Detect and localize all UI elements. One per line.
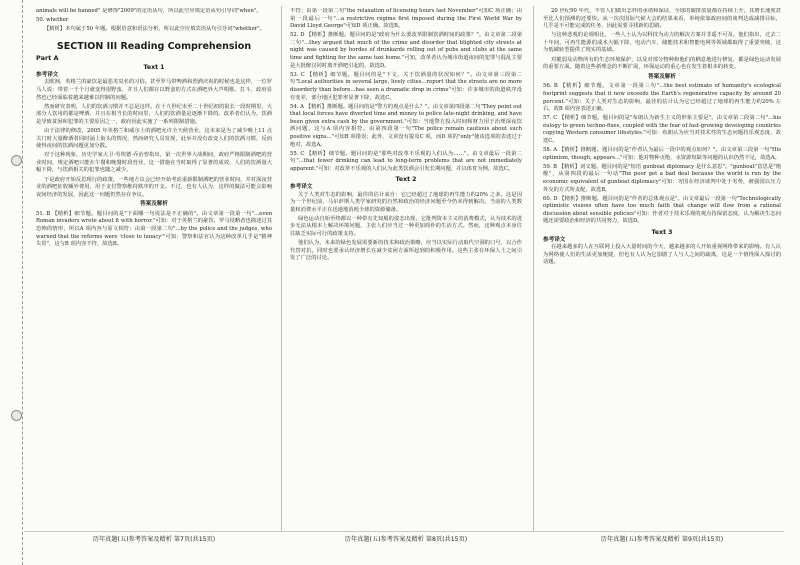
- column-page-7: [36, 8, 272, 528]
- answer-explanation: 54. A 【精析】推断题。题目问的是"警方的观点是什么？"。由文章第四段第二句"They point out that local forces have diverted time and money to police late-night drinking, and have been given extra cash by the government."可知：当地警方投入时间和财力用于治理深夜饮酒问题，这与A 项内容相符。由第四段第一句"The police remain cautious about such positive signs..."可知B 项错误；此外，文章没有提及C 项，而D 项的"only"使该选项的表述过于绝对，故选A。: [290, 103, 522, 148]
- answer-explanation: 不符；由第一段第二句"the relaxation of licensing hours last November"可知C 项正确；由第一段最后一句"...a restrictive regime first imposed during the First World War by David Lloyd George"可知D 项正确。故选B。: [290, 8, 522, 30]
- translation-label: 参考译文: [290, 183, 313, 190]
- translation-paragraph: 去欧洲，英格兰的豪饮是最恶劣臭名的习俗。甚至罗马带啤酒和烈酒庆祝的时候也是这样，一位罗马人说：带着一千个月就变得很野蛮，并且人们都在以野蛮的方式在酒吧外大声唱歌、打斗，政府显然也已经面临着越来越难以控制的问题。: [36, 79, 272, 101]
- translation-label: 参考译文: [36, 71, 59, 78]
- translation-paragraph: 对脆弱及动物所有的生态环境保护，以及对部分物种和他们的栖息地进行修复，都是绿色运动发展的重要方面。随着这些新理念的不断扩展，环保运动的重心也在发生着根本的转变。: [543, 56, 781, 71]
- column-page-9: [543, 8, 781, 528]
- answer-explanation: 56. B 【精析】细节题。文章第一段第三句"...the best estimate of humanity's ecological footprint suggests that it now exceeds the Earth's regenerative capacity by around 20 percent."可知：关于人类对生态的影响，最佳的估计认为它已经超过了地球的再生能力约20% 左右，故B 项内容表述正确。: [543, 83, 781, 113]
- analysis-line: 【精析】本句属于50 年题。根据语意和语法分析，所以此空应填宾语从句引导词"whether"。: [44, 26, 265, 33]
- answer-explanation: 60. D 【精析】推断题。题目问的是"作者的总体观点是"。由文章最后一段第一句"Technologically optimistic visions often have too much faith that change will flow from a rational discussion about sensible policies"可知：作者对于技术乐观的观点持保留态度，认为解决生态问题还需要政治和经济的共同努力，故选D。: [543, 195, 781, 225]
- page-footer: 历年真题(五)参考答案及精析 第9页(共15页): [600, 536, 724, 543]
- answer-explanation: 53. C 【精析】细节题。题目问的是"下文，关于饮酒量的状况如何？"。由文章第三段第二句"Local authorities in several large, lively cities...report that the streets are no more disorderly than before...has seen a dramatic drop in crime"可知：许多城市的街道秩序没有变差，部分地区犯罪率显著下降，故选C。: [290, 71, 522, 101]
- punch-hole-icon: [11, 410, 22, 421]
- answer-number: 50. whether: [36, 17, 69, 24]
- text-heading: Text 2: [395, 175, 417, 183]
- translation-paragraph: 对于这种现象，历史学家大卫·劳埃德·乔治曾指出，第一次世界大战期间，政府严格限制酒吧的营业时间，规定酒吧只能在午餐和晚餐时段营业，这一措施在当时取得了显著的成效，人们的饮酒量大幅下降，与饮酒相关的犯罪也随之减少。: [36, 152, 272, 174]
- footer-divider: [24, 531, 784, 532]
- page-footer: 历年真题(五)参考答案及精析 第8页(共15页): [344, 536, 468, 543]
- translation-paragraph: 关于人类对生态的影响，最佳的估计来自：它已经超过了地球的再生能力约20% 之多。这是因为一个世纪前、马尔萨斯人类学家研究的自然和政治的经济问题至今仍未得到解决。当前的人类数量和消费水平正在迅速地消耗全球的资源储备。: [290, 191, 522, 213]
- translation-paragraph: 于是政府开始反思现行的政策，一些地方议会已经开始考虑重新限制酒吧的营业时间，并对深夜营业的酒吧征收额外费用，用于支付警察维持秩序的开支。不过，也有人认为，这样的做法可能会影响夜间经济的发展，因此这一问题仍然存在争议。: [36, 176, 272, 198]
- binding-margin: [4, 0, 23, 565]
- translation-paragraph: 他们认为，未来的绿色发展需要新的技术和政治策略，应当以实际行动取代空洞的口号，以合作代替对抗，同时也要承认经济增长在减少贫困方面所起到的积极作用。这些主张在环保人士之间引发了广泛的讨论。: [290, 240, 522, 262]
- punch-hole-icon: [11, 155, 22, 166]
- answer-explanation: 57. C 【精析】细节题。题目问的是"布朗认为新生主义的形象主要是"。由文章第二段第二句"...his eulogy to green techno-fixes, coupled with the fear of fast-growing developing countries copying Western consumer lifestyles."可知：布朗认为应当对技术性的生态问题持乐观态度，故选C。: [543, 115, 781, 144]
- answer-explanation: 58. A 【精析】推断题。题目问的是"作者认为最后一段中的观点如何？"。由文章第三段第一句"His optimism, though, appears..."可知：他对物种灭绝、水资源短缺等问题的认识仍然不足，故选A。: [543, 147, 781, 161]
- translation-paragraph: 然而研究表明，人们的饮酒习惯并不总是这样。在十九世纪末至二十世纪初的很长一段时期里，大部分人饮用的都是啤酒，并且在相当长的时间里，人们的饮酒量是逐渐下降的。改革者们认为，饮酒是导致贫困和犯罪的主要原因之一，政府因此实施了一系列限制措施。: [36, 103, 272, 125]
- translation-paragraph: 绿色运动自始至终都以一种带有先知般的姿态出现，它批判资本主义的消费模式，认为技术的进步无法从根本上解决环境问题，主张人们应当过一种更加简朴的生活方式。然而，这种观点本身往往缺乏实际可行的政策支持。: [290, 215, 522, 238]
- section-title: SECTION III Reading Comprehension: [56, 40, 252, 52]
- answer-heading: 答案及解析: [140, 201, 168, 208]
- answer-heading: 答案及解析: [648, 73, 676, 80]
- text-heading: Text 3: [651, 228, 673, 236]
- translation-paragraph: 由于法律的修改，2005 年英格兰和威尔士的酒吧允许全天候营业，这本来是为了减少晚上11 点关门时大量醉酒者同时涌上街头的情况，然而研究人员发现，此举并没有改变人们的饮酒习惯，反而使得夜间的饮酒问题更加分散。: [36, 127, 272, 150]
- translation-paragraph: 与这种悲观的论调相比，一些人士认为以科技为动力的解决方案并非遥不可及。他们指出，过去二十年间，可再生能源的成本大幅下降，电动汽车、储能技术和智能电网等领域都取得了重要突破，这为低碳转型提供了现实的基础。: [543, 32, 781, 54]
- answer-explanation: 51. B 【精析】细节题。题目问的是"下面哪一句说法是不正确的"。由文章第一段第一句"...even Roman invaders wrote about it with horror."可知：对于英格兰的豪饮，罗马侵略者也描述过其恐怖的情形，所以A 项内容与原文相符；由第一段第二句"...by the police and the judges, who warned that the reforms were 'close to lunacy'"可知：警察和法官认为这种改革几乎是"精神失常"，这与B 项内容不符，故选B。: [36, 210, 272, 248]
- part-heading: Part A: [36, 53, 59, 62]
- page-footer: 历年真题(五)参考答案及精析 第7页(共15页): [92, 536, 216, 543]
- translation-paragraph: 20 世纪90 年代，不管人们做出怎样的承诺和保证，全球的碳排放量都在持续上升，其增长速度甚至比人们预测的还要快。从一次次国际气候大会的结果来看，单纯依靠政府间的谈判达成减排目标，几乎是不可能完成的任务，因此需要寻找新的思路。: [543, 8, 781, 30]
- translation-label: 参考译文: [543, 236, 566, 243]
- answer-explanation: 59. B 【精析】词义题。题目问的是"短语 gunboat diplomacy 是什么意思"。"gunboat"意思是"炮舰"，从第四段的最后一句话"The poor get a bad deal because the world is run by the economic equivalent of gunboat diplomacy"可知：穷国在经济谈判中处于劣势，被强国以压力外交的方式所支配，故选B。: [543, 163, 781, 193]
- column-divider: [281, 6, 282, 532]
- column-divider: [533, 6, 534, 532]
- column-page-8: [290, 8, 522, 528]
- translation-paragraph: 在越来越多的人在互联网上投入大量时间的今天，越来越多的人开始重视网络带来的影响。有人认为网络使人们的生活更加便捷，但也有人认为它加剧了人与人之间的疏离，这是一个值得深入探讨的话题。: [543, 244, 781, 266]
- top-line: animals will be banned" 是修饰"2009"的定语从句，所以此空应填定语从句引导词"when"。: [36, 8, 262, 14]
- answer-explanation: 55. C 【精析】细节题。题目问的是"那些对改革不乐观的人们认为……"。由文章最后一段第二句"...that fewer drinking can lead to long-term problems that are not immediately apparent."可知：对改革不乐观的人们认为此类饮酒会引发长期问题，并以体育为例，故选C。: [290, 150, 522, 172]
- answer-explanation: 52. D 【精析】推断题。题目问的是"政府为什么要改革限制饮酒时间的政策？"。由文章第二段第二句"...they argued that much of the crime and disorder that blighted city streets at night was caused by hordes of drunkards rolling out of pubs and clubs at the same time and fighting for the same taxi home."可知，改革者认为城市街道夜间的犯罪与混乱主要是大批醉汉同时离开酒吧引起的，故选D。: [290, 32, 522, 69]
- text-heading: Text 1: [143, 63, 165, 71]
